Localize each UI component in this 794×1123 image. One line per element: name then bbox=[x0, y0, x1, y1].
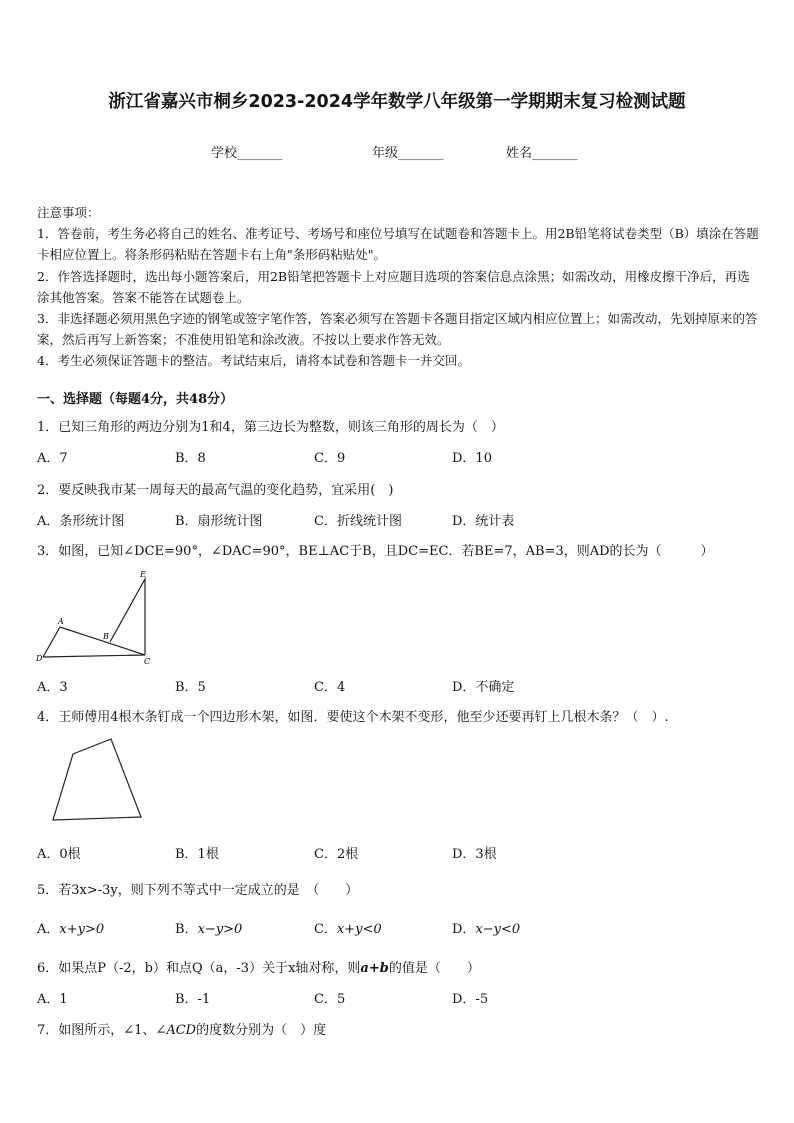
question-7-stem bbox=[37, 1019, 326, 1038]
label-c: C bbox=[144, 657, 151, 666]
q1-option-a: A．7 bbox=[37, 451, 68, 466]
segment-ce-eb bbox=[110, 579, 145, 655]
q4-option-d: D．3根 bbox=[452, 847, 497, 862]
question-3-stem: 3．如图，已知∠DCE=90°，∠DAC=90°，BE⊥AC于B，且DC=EC．若BE=7，AB=3，则AD的长为（ ） bbox=[37, 544, 714, 559]
q4-quadrilateral-figure bbox=[44, 732, 154, 827]
option-math: x−y<0 bbox=[475, 922, 521, 937]
q3-triangle-figure bbox=[32, 566, 162, 666]
notes-heading: 注意事项： bbox=[37, 205, 100, 220]
page-title: 浙江省嘉兴市桐乡2023-2024学年数学八年级第一学期期末复习检测试题 bbox=[108, 92, 686, 112]
triangle-dac bbox=[43, 627, 145, 657]
q4-option-c: C．2根 bbox=[314, 847, 359, 862]
option-math: x+y>0 bbox=[59, 922, 105, 937]
notes-block bbox=[37, 202, 759, 372]
note-item: 3．非选择题必须用黑色字迹的钢笔或签字笔作答，答案必须写在答题卡各题目指定区域内相应位置上；如需改动，先划掉原来的答案，然后再写上新答案；不准使用铅笔和涂改液。不按以上要求作答无效。 bbox=[37, 311, 758, 348]
q6-option-a: A．1 bbox=[37, 992, 68, 1007]
stem-text: 6．如果点P（-2，b）和点Q（a，-3）关于x轴对称，则 bbox=[37, 961, 361, 976]
name-field: 姓名_______ bbox=[506, 146, 578, 161]
stem-text: 7．如图所示，∠1、 bbox=[37, 1023, 156, 1038]
q6-option-d: D．-5 bbox=[452, 992, 489, 1007]
option-letter: A． bbox=[37, 922, 60, 937]
q3-option-b: B．5 bbox=[175, 680, 206, 695]
option-math: x+y<0 bbox=[336, 922, 382, 937]
option-math: x−y>0 bbox=[197, 922, 243, 937]
note-item: 4．考生必须保证答题卡的整洁。考试结束后，请将本试卷和答题卡一并交回。 bbox=[37, 353, 470, 369]
q2-option-c: C．折线统计图 bbox=[314, 514, 402, 529]
q1-option-c: C．9 bbox=[314, 451, 346, 466]
option-letter: B． bbox=[175, 922, 198, 937]
option-letter: C． bbox=[314, 922, 337, 937]
question-1-stem: 1．已知三角形的两边分别为1和4，第三边长为整数，则该三角形的周长为（ ） bbox=[37, 420, 504, 435]
question-6-stem bbox=[37, 957, 480, 976]
q3-option-d: D．不确定 bbox=[452, 680, 515, 695]
option-letter: D． bbox=[452, 922, 476, 937]
grade-field: 年级_______ bbox=[372, 146, 444, 161]
q3-option-a: A．3 bbox=[37, 680, 68, 695]
q5-option-b bbox=[175, 918, 242, 937]
q4-option-a: A．0根 bbox=[37, 847, 81, 862]
q6-option-c: C．5 bbox=[314, 992, 346, 1007]
q2-option-a: A．条形统计图 bbox=[37, 514, 125, 529]
question-5-stem: 5．若3x>-3y，则下列不等式中一定成立的是 （ ） bbox=[37, 883, 359, 898]
school-field: 学校_______ bbox=[211, 146, 283, 161]
stem-text: 的度数分别为（ ）度 bbox=[196, 1023, 327, 1038]
q5-option-d bbox=[452, 918, 520, 937]
label-d: D bbox=[36, 654, 43, 663]
note-item: 2．作答选择题时，选出每小题答案后，用2B铅笔把答题卡上对应题目选项的答案信息点涂黑；如需改动，用橡皮擦干净后，再选涂其他答案。答案不能答在试题卷上。 bbox=[37, 268, 750, 305]
q3-option-c: C．4 bbox=[314, 680, 346, 695]
q5-option-a bbox=[37, 918, 104, 937]
quadrilateral-frame bbox=[53, 739, 141, 820]
stem-math: a+b bbox=[360, 961, 389, 976]
label-b: B bbox=[103, 632, 109, 641]
question-2-stem: 2．要反映我市某一周每天的最高气温的变化趋势，宜采用( ) bbox=[37, 483, 394, 498]
note-item: 1．答卷前，考生务必将自己的姓名、准考证号、考场号和座位号填写在试题卷和答题卡上。用2B铅笔将试卷类型（B）填涂在答题卡相应位置上。将条形码粘贴在答题卡右上角"条形码粘贴处"。 bbox=[37, 226, 759, 263]
section-heading: 一、选择题（每题4分，共48分） bbox=[37, 392, 234, 407]
q6-option-b: B．-1 bbox=[175, 992, 211, 1007]
q2-option-d: D．统计表 bbox=[452, 514, 515, 529]
q4-option-b: B．1根 bbox=[175, 847, 219, 862]
stem-text: 的值是（ ） bbox=[388, 961, 480, 976]
q1-option-d: D．10 bbox=[452, 451, 492, 466]
q5-option-c bbox=[314, 918, 382, 937]
label-a: A bbox=[58, 617, 64, 626]
q2-option-b: B．扇形统计图 bbox=[175, 514, 263, 529]
label-e: E bbox=[140, 570, 146, 579]
question-4-stem: 4．王师傅用4根木条钉成一个四边形木架，如图．要使这个木架不变形，他至少还要再钉上几根木条？（ ）. bbox=[37, 710, 669, 725]
stem-math: ∠ACD bbox=[155, 1023, 197, 1038]
q1-option-b: B．8 bbox=[175, 451, 206, 466]
